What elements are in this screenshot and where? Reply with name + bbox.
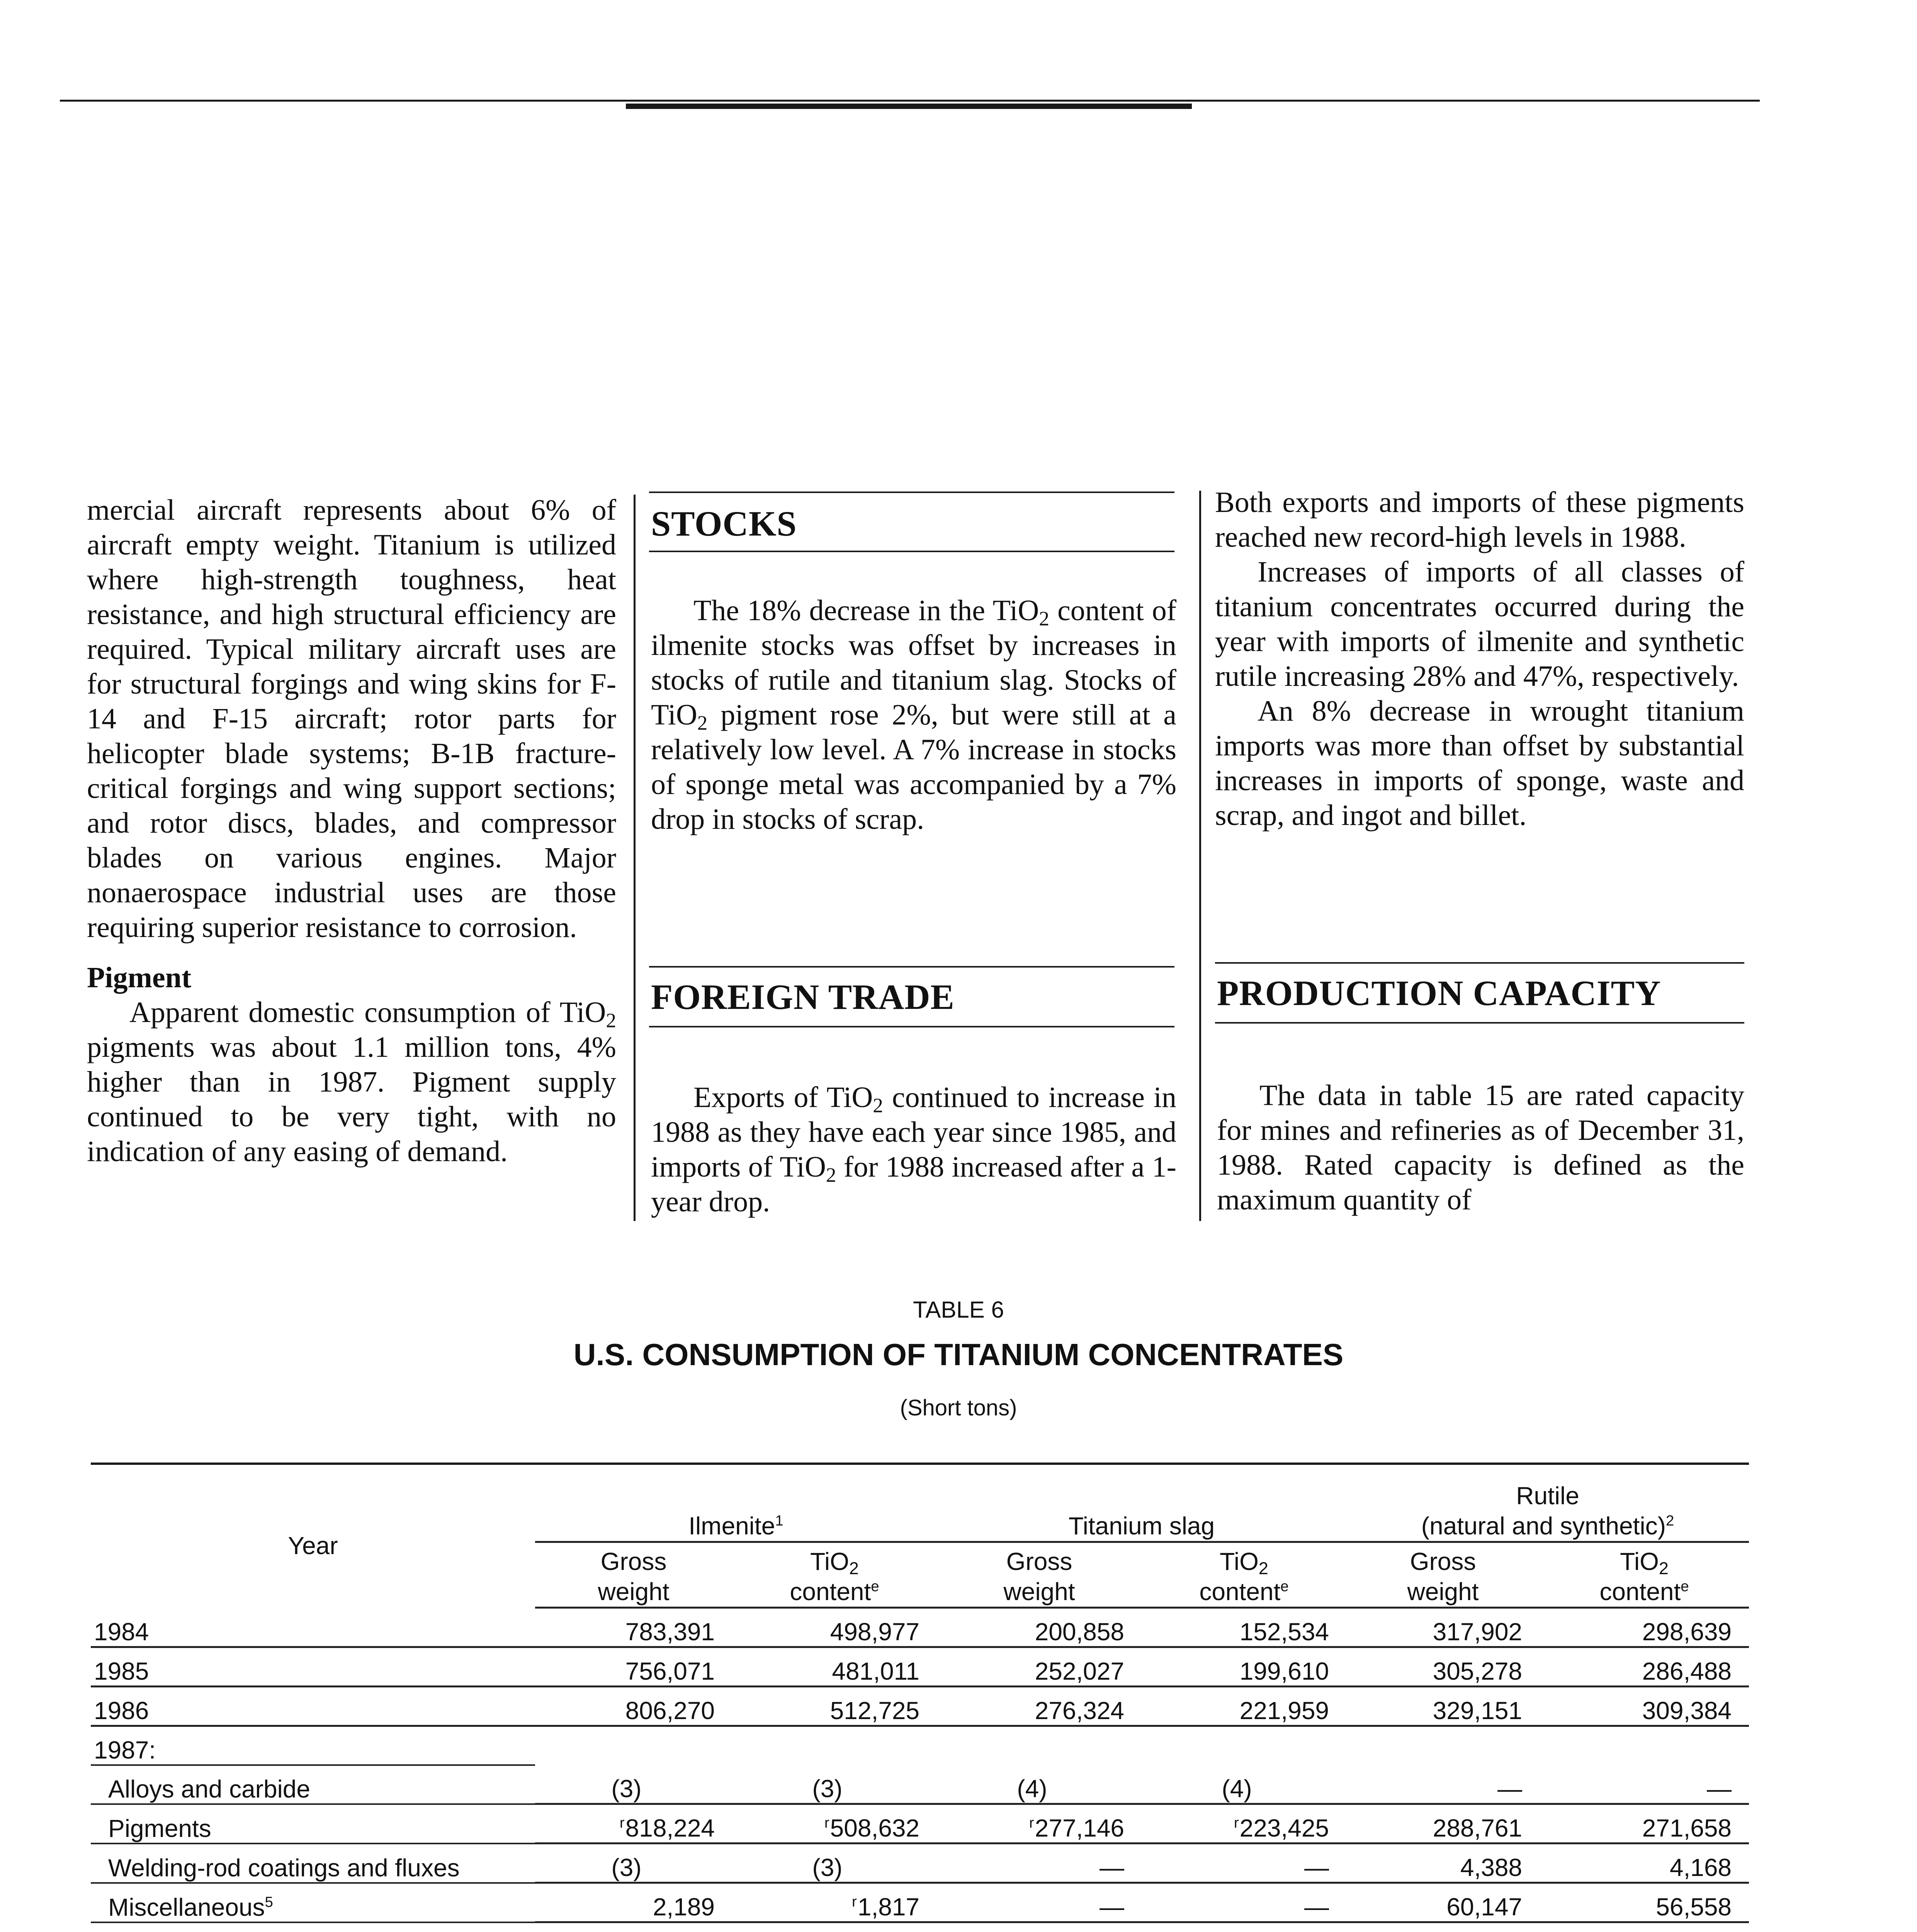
table-cell: 305,278 (1346, 1647, 1540, 1686)
row-label: 1984 (91, 1607, 535, 1647)
table-row (91, 1686, 1749, 1726)
row-label: 1986 (91, 1686, 535, 1726)
table-title: U.S. CONSUMPTION OF TITANIUM CONCENTRATES (573, 1337, 1344, 1372)
table-cell: 4,388 (1346, 1844, 1540, 1883)
foreign-trade-heading: FOREIGN TRADE (651, 977, 955, 1017)
table-cell: 200,858 (937, 1607, 1142, 1647)
table-cell: (3) (535, 1844, 732, 1883)
col3-paragraph-1: Both exports and imports of these pigments reached new record-high levels in 1988. (1215, 486, 1744, 553)
table-cell: 512,725 (732, 1686, 937, 1726)
year-header: Year (288, 1532, 338, 1560)
stocks-text: The 18% decrease in the TiO$_2$ content of ilmenite stocks was offset by increases in stocks of rutile and titanium slag. Stocks of TiO$_2$ pigment rose 2%, but were still at a relatively low level. A 7% increase in stocks of sponge metal was accompanied by a 7% drop in stocks of scrap. (651, 594, 1176, 835)
table-cell: $^r$277,146 (937, 1804, 1142, 1844)
trade-rule-bottom (649, 1026, 1174, 1027)
table-cell: (3) (732, 1844, 937, 1883)
table-cell: 329,151 (1346, 1686, 1540, 1726)
row-label: Pigments (91, 1804, 535, 1844)
table-row (91, 1647, 1749, 1686)
table-cell: 4,168 (1540, 1844, 1749, 1883)
column-divider-1 (634, 495, 636, 1221)
table-cell (1540, 1922, 1749, 1932)
table-label: TABLE 6 (913, 1297, 1004, 1323)
gross-weight-header: Gross weight (1346, 1542, 1540, 1607)
table-cell: 298,639 (1540, 1607, 1749, 1647)
capacity-rule-bottom (1215, 1022, 1744, 1024)
row-label (91, 1922, 535, 1932)
stocks-heading: STOCKS (651, 504, 797, 543)
table-cell: 60,147 (1346, 1883, 1540, 1922)
table-cell: 806,270 (535, 1686, 732, 1726)
table-cell: 286,488 (1540, 1647, 1749, 1686)
table-cell (937, 1922, 1142, 1932)
stocks-rule-bottom (649, 551, 1174, 552)
table-cell: — (1540, 1765, 1749, 1804)
table-cell: 271,658 (1540, 1804, 1749, 1844)
table-cell: 288,761 (1346, 1804, 1540, 1844)
table-row (91, 1922, 1749, 1932)
table-row (91, 1765, 1749, 1804)
table-cell (535, 1922, 732, 1932)
table-cell: 481,011 (732, 1647, 937, 1686)
capacity-text: The data in table 15 are rated capacity for mines and refineries as of December 31, 1988. Rated capacity is defined as the maximum quantity of (1217, 1079, 1744, 1216)
table-units: (Short tons) (900, 1395, 1017, 1420)
table-cell: — (1142, 1883, 1346, 1922)
column-divider-2 (1199, 491, 1201, 1221)
table-cell: (4) (1142, 1765, 1346, 1804)
table-cell: — (1142, 1844, 1346, 1883)
rutile-header: Rutile (natural and synthetic)$^2$ (1346, 1468, 1749, 1542)
top-rule-thick (626, 104, 1192, 109)
table-row (91, 1844, 1749, 1883)
top-rule-thin (60, 100, 1760, 102)
table-cell: (3) (732, 1765, 937, 1804)
table-cell: 317,902 (1346, 1607, 1540, 1647)
col3-paragraph-3: An 8% decrease in wrought titanium imports was more than offset by substantial increases in imports of sponge, waste and scrap, and ingot and billet. (1215, 695, 1744, 832)
tio2-content-header: TiO$_2$ content$^e$ (1540, 1542, 1749, 1607)
ilmenite-header: Ilmenite$^1$ (535, 1468, 937, 1542)
tio2-content-header: TiO$_2$ content$^e$ (1142, 1542, 1346, 1607)
table-cell: 56,558 (1540, 1883, 1749, 1922)
year-group-label: 1987: (91, 1726, 535, 1765)
table-cell: (3) (535, 1765, 732, 1804)
trade-rule-top (649, 966, 1174, 968)
row-label: 1985 (91, 1647, 535, 1686)
pigment-subhead: Pigment (87, 961, 192, 994)
row-label: Alloys and carbide (91, 1765, 535, 1804)
col1-paragraph-2: Apparent domestic consumption of TiO$_2$ pigments was about 1.1 million tons, 4% higher than in 1987. Pigment supply continued to be very tight, with no indication of any easing of demand. (87, 996, 616, 1168)
tio2-content-header: TiO$_2$ content$^e$ (732, 1542, 937, 1607)
titanium-slag-header: Titanium slag (937, 1468, 1346, 1542)
table-cell: (4) (937, 1765, 1142, 1804)
gross-weight-header: Gross weight (535, 1542, 732, 1607)
table-cell: $^r$223,425 (1142, 1804, 1346, 1844)
col3-paragraph-2: Increases of imports of all classes of titanium concentrates occurred during the year with imports of ilmenite and synthetic rutile increasing 28% and 47%, respectively. (1215, 556, 1744, 692)
table-cell: — (937, 1883, 1142, 1922)
table-cell: 221,959 (1142, 1686, 1346, 1726)
table-cell: — (1346, 1765, 1540, 1804)
consumption-table (91, 1468, 1749, 1932)
table-cell (1346, 1922, 1540, 1932)
gross-weight-header: Gross weight (937, 1542, 1142, 1607)
table-cell: 498,977 (732, 1607, 937, 1647)
stocks-rule-top (649, 492, 1174, 493)
row-label: Welding-rod coatings and fluxes (91, 1844, 535, 1883)
table-cell (1142, 1922, 1346, 1932)
production-capacity-heading: PRODUCTION CAPACITY (1217, 973, 1661, 1013)
col1-paragraph-1: mercial aircraft represents about 6% of aircraft empty weight. Titanium is utilized where high-strength toughness, heat resistance, and high structural efficiency are required. Typical military aircraft uses are for structural forgings and wing skins for F-14 and F-15 aircraft; rotor parts for helicopter blade systems; B-1B fracture-critical forgings and wing support sections; and rotor discs, blades, and compressor blades on various engines. Major nonaerospace industrial uses are those requiring superior resistance to corrosion. (87, 494, 616, 944)
table-top-rule (91, 1463, 1749, 1465)
table-cell: — (937, 1844, 1142, 1883)
capacity-rule-top (1215, 962, 1744, 964)
table-row (91, 1804, 1749, 1844)
table-cell: 199,610 (1142, 1647, 1346, 1686)
table-row (91, 1607, 1749, 1647)
table-cell: 276,324 (937, 1686, 1142, 1726)
table-cell: $^r$818,224 (535, 1804, 732, 1844)
foreign-trade-text: Exports of TiO$_2$ continued to increase in 1988 as they have each year since 1985, and imports of TiO$_2$ for 1988 increased after a 1-year drop. (651, 1081, 1176, 1218)
table-cell (732, 1922, 937, 1932)
table-cell: 152,534 (1142, 1607, 1346, 1647)
table-cell: 252,027 (937, 1647, 1142, 1686)
table-cell: $^r$1,817 (732, 1883, 937, 1922)
table-cell: 783,391 (535, 1607, 732, 1647)
table-cell: 2,189 (535, 1883, 732, 1922)
text-column-1 (87, 493, 616, 1169)
text-column-3 (1215, 485, 1744, 833)
table-cell: 309,384 (1540, 1686, 1749, 1726)
table-row (91, 1883, 1749, 1922)
table-cell: $^r$508,632 (732, 1804, 937, 1844)
row-label: Miscellaneous$^5$ (91, 1883, 535, 1922)
table-cell: 756,071 (535, 1647, 732, 1686)
